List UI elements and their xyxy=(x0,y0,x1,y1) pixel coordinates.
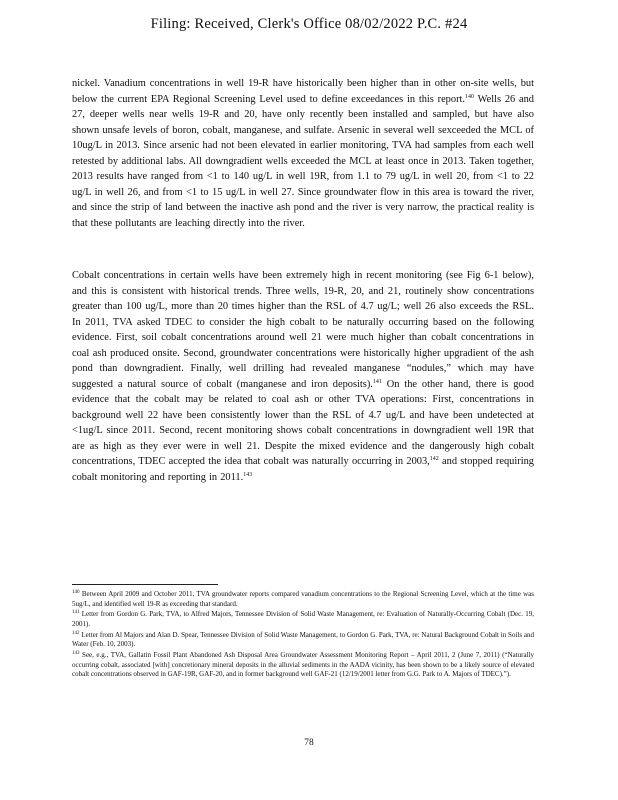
footnote-142 xyxy=(72,631,534,650)
footnote-ref-141[interactable]: 141 xyxy=(372,378,382,385)
footnote-number: 140 xyxy=(72,590,80,595)
paragraph-text: Cobalt concentrations in certain wells have been extremely high in recent monitoring (see Fig 6-1 below), and this is consistent with historical trends. Three wells, 19-R, 20, and 21, routinely show concentrations greater than 100 ug/L, more than 20 times higher than the RSL of 4.7 ug/L; well 26 also exceeds the RSL. In 2011, TVA asked TDEC to consider the high cobalt to be naturally occurring based on the following evidence. First, soil cobalt concentrations around well 21 were much higher than cobalt concentrations in coal ash produced onsite. Second, groundwater concentrations were historically higher upgradient of the ash pond than downgradient. Finally, well drilling had revealed manganese “nodules,” which may have suggested a natural source of cobalt (manganese and iron deposits). xyxy=(72,270,534,390)
page-number: 78 xyxy=(304,738,314,748)
footnote-143 xyxy=(72,651,534,680)
body-paragraph-1 xyxy=(72,76,534,231)
footnote-ref-143[interactable]: 143 xyxy=(243,471,253,478)
paragraph-text: Wells 26 and 27, deeper wells near wells 19-R and 20, have only recently been installed and sampled, but have also shown unsafe levels of boron, cobalt, manganese, and sulfate. Arsenic in several well sexceeded the MCL of 10ug/L in 2013. Since arsenic had not been elevated in earlier monitoring, TVA had samples from each well retested by additional labs. All downgradient wells exceeded the MCL at least once in 2013. Taken together, 2013 results have ranged from <1 to 140 ug/L in well 19R, from 1.1 to 79 ug/L in well 20, from <1 to 22 ug/L in well 26, and from <1 to 15 ug/L in well 27. Since groundwater flow in this area is toward the river, and since the strip of land between the inactive ash pond and the river is very narrow, the practical reality is that these pollutants are leaching directly into the river. xyxy=(72,93,534,229)
footnotes xyxy=(72,590,534,681)
footnote-text: Letter from Al Majors and Alan D. Spear, Tennessee Division of Solid Waste Management, to Gordon G. Park, TVA, re: Natural Background Cobalt in Soils and Water (Feb. 10, 2003). xyxy=(72,630,535,649)
paragraph-text: On the other hand, there is good evidence that the cobalt may be related to coal ash or other TVA operations: First, concentrations in background well 22 have been consistently lower than the RSL of 4.7 ug/L and have been undetected at <1ug/L since 2011. Second, recent monitoring shows cobalt concentrations in downgradient well 19R that are as high as they ever were in well 21. Despite the mixed evidence and the dangerously high cobalt concentrations, TDEC accepted the idea that cobalt was naturally occurring in 2003, xyxy=(72,378,534,467)
footnote-140 xyxy=(72,590,534,609)
footnote-text: See, e.g., TVA, Gallatin Fossil Plant Abandoned Ash Disposal Area Groundwater Assessment Monitoring Report – April 2011, 2 (June 7, 2011) (“Naturally occurring cobalt, associated [with] concretionary mineral deposits in the alluvial sediments in the AADA vicinity, has been shown to be a likely source of elevated cobalt concentrations observed in GAF-19R, GAF-20, and in former background well GAF-21 (12/19/2001 letter from G.G. Park to A. Majors of TDEC).”). xyxy=(72,651,535,679)
footnote-number: 142 xyxy=(72,630,80,636)
footnote-text: Letter from Gordon G. Park, TVA, to Alfred Majors, Tennessee Division of Solid Waste Management, re: Evaluation of Naturally-Occurring Cobalt (Dec. 19, 2001). xyxy=(72,610,534,628)
footnote-text: Between April 2009 and October 2011, TVA groundwater reports compared vanadium concentrations to the Regional Screening Level, which at the time was 5ug/L, and identified well 19-R as exceeding that standard. xyxy=(72,590,535,608)
paragraph-text: nickel. Vanadium concentrations in well 19-R have historically been higher than in other on-site wells, but below the current EPA Regional Screening Level used to define exceedances in this report. xyxy=(72,78,534,105)
footnote-divider xyxy=(72,584,218,585)
paragraph-text: and stopped requiring cobalt monitoring and reporting in 2011. xyxy=(72,456,534,483)
filing-header: Filing: Received, Clerk's Office 08/02/2022 P.C. #24 xyxy=(150,16,468,32)
footnote-number: 141 xyxy=(72,610,80,616)
footnote-ref-142[interactable]: 142 xyxy=(429,456,439,462)
footnote-number: 143 xyxy=(72,651,80,657)
footnote-141 xyxy=(72,610,534,629)
footnote-ref-140[interactable]: 140 xyxy=(465,93,475,100)
body-paragraph-2 xyxy=(72,268,534,485)
